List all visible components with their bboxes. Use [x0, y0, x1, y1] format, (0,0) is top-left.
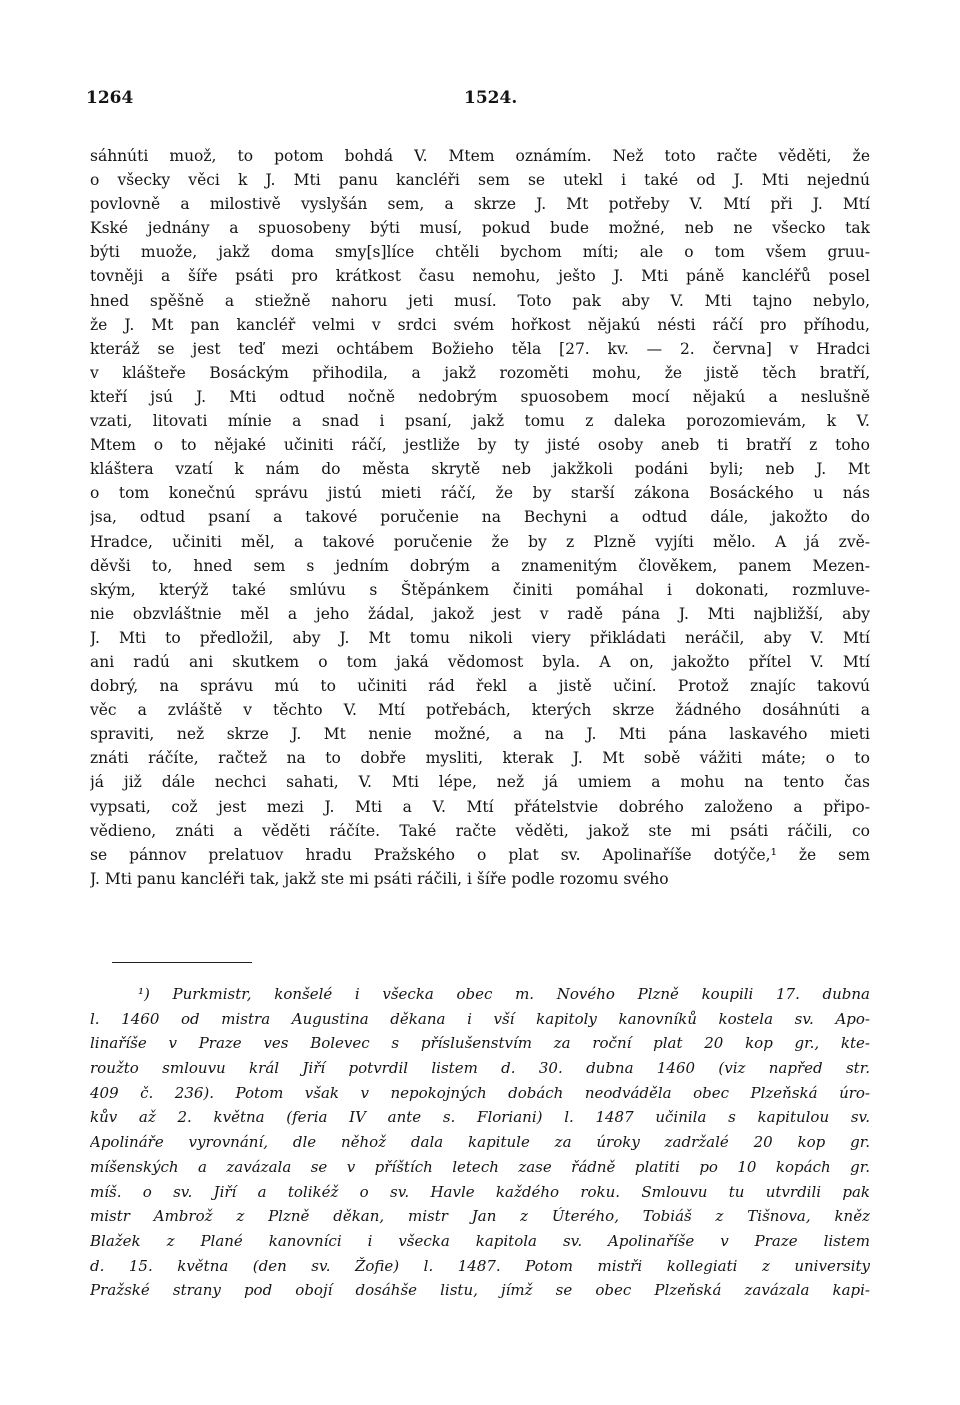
- running-head-year: 1524.: [464, 88, 518, 108]
- text-line: děvši to, hned sem s jedním dobrým a znamenitým člověkem, panem Mezen-: [90, 556, 870, 575]
- footnote-line: ¹) Purkmistr, konšelé i všecka obec m. Nového Plzně koupili 17. dubna: [138, 985, 870, 1003]
- text-line: kteří jsú J. Mti odtud nočně nedobrým spuosobem mocí nějakú a neslušně: [90, 387, 870, 406]
- footnote-line: Apolináře vyrovnání, dle něhož dala kapitule za úroky zadržalé 20 kop gr.: [90, 1133, 870, 1152]
- text-line: kláštera vzatí k nám do města skrytě neb jakžkoli podáni byli; neb J. Mt: [90, 460, 870, 479]
- footnote-line: d. 15. května (den sv. Žofie) l. 1487. Potom mistři kollegiati z university: [90, 1256, 870, 1275]
- text-line: ským, kterýž také smlúvu s Štěpánkem činiti pomáhal i dokonati, rozmluve-: [90, 580, 870, 599]
- footnote-line: 409 č. 236). Potom však v nepokojných dobách neodváděla obec Plzeňská úro-: [90, 1083, 870, 1102]
- text-line: o tom konečnú správu jistú mieti ráčí, že by starší zákona Bosáckého u nás: [90, 484, 870, 503]
- page-header: [86, 88, 876, 112]
- footnote-line: kův až 2. května (feria IV ante s. Floriani) l. 1487 učinila s kapitulou sv.: [90, 1108, 870, 1127]
- page-number: 1264: [86, 88, 134, 108]
- text-line: vědieno, znáti a věděti ráčíte. Také račte věděti, jakož ste mi psáti ráčili, co: [90, 821, 870, 840]
- text-line: o všecky věci k J. Mti panu kancléři sem se utekl i také od J. Mti nejednú: [90, 171, 870, 190]
- text-line: J. Mti to předložil, aby J. Mt tomu nikoli viery přikládati neráčil, aby V. Mtí: [90, 628, 870, 647]
- text-line: tovněji a šíře psáti pro krátkost času nemohu, ješto J. Mti páně kancléřů posel: [90, 267, 870, 286]
- main-text: [90, 144, 870, 891]
- footnote-line: l. 1460 od mistra Augustina děkana i vší kapitoly kanovníků kostela sv. Apo-: [90, 1009, 870, 1028]
- text-line: spraviti, než skrze J. Mt nenie možné, a na J. Mti pána laskavého mieti: [90, 725, 870, 744]
- text-line: nie obzvláštnie měl a jeho žádal, jakož jest v radě pána J. Mti najbližší, aby: [90, 604, 870, 623]
- text-line: vypsati, což jest mezi J. Mti a V. Mtí přátelstvie dobrého založeno a připo-: [90, 797, 870, 816]
- footnotes: [90, 982, 870, 1303]
- text-line: Hradce, učiniti měl, a takové poručenie že by z Plzně vyjíti mělo. A já zvě-: [90, 532, 870, 551]
- text-line: vzati, litovati mínie a snad i psaní, jakž tomu z daleka porozomievám, k V.: [90, 412, 870, 431]
- text-line: ani radú ani skutkem o tom jaká vědomost byla. A on, jakožto přítel V. Mtí: [90, 652, 870, 671]
- text-line: Kské jednány a spuosobeny býti musí, pokud bude možné, neb ne všecko tak: [90, 219, 870, 238]
- text-line: Mtem o to nějaké učiniti ráčí, jestliže by ty jisté osoby aneb ti bratří z toho: [90, 436, 870, 455]
- text-line: sáhnúti muož, to potom bohdá V. Mtem oznámím. Než toto račte věděti, že: [90, 147, 870, 165]
- footnote-line: roužto smlouvu král Jiří potvrdil listem d. 30. dubna 1460 (viz napřed str.: [90, 1059, 870, 1078]
- text-line: jsa, odtud psaní a takové poručenie na Bechyni a odtud dále, jakožto do: [90, 508, 870, 527]
- text-line: věc a zvláště v těchto V. Mtí potřebách, kterých skrze žádného dosáhnúti a: [90, 701, 870, 720]
- text-line: J. Mti panu kancléři tak, jakž ste mi psáti ráčili, i šíře podle rozomu svého: [90, 869, 669, 888]
- text-line: hned spěšně a stiežně nahoru jeti musí. Toto pak aby V. Mti tajno nebylo,: [90, 291, 870, 310]
- text-line: v klášteře Bosáckým přihodila, a jakž rozoměti mohu, že jistě těch bratří,: [90, 363, 870, 382]
- text-line: povlovně a milostivě vyslyšán sem, a skrze J. Mt potřeby V. Mtí při J. Mtí: [90, 195, 870, 214]
- footnote-line: Blažek z Plané kanovníci i všecka kapitola sv. Apolinaříše v Praze listem: [90, 1231, 870, 1250]
- text-line: že J. Mt pan kancléř velmi v srdci svém hořkost nějakú nésti ráčí pro příhodu,: [90, 315, 870, 334]
- text-line: se pánnov prelatuov hradu Pražského o plat sv. Apolinaříše dotýče,¹ že sem: [90, 845, 870, 864]
- footnote-line: Pražské strany pod obojí dosáhše listu, jímž se obec Plzeňská zavázala kapi-: [90, 1281, 870, 1300]
- footnote-line: míšenských a zavázala se v příštích letech zase řádně platiti po 10 kopách gr.: [90, 1157, 870, 1176]
- text-line: kteráž se jest teď mezi ochtábem Božieho těla [27. kv. — 2. června] v Hradci: [90, 339, 870, 358]
- text-line: já již dále nechci sahati, V. Mti lépe, než já umiem a mohu na tento čas: [90, 773, 870, 792]
- footnote-line: míš. o sv. Jiří a tolikéž o sv. Havle každého roku. Smlouvu tu utvrdili pak: [90, 1182, 870, 1201]
- footnote-line: linaříše v Praze ves Bolevec s příslušenstvím za roční plat 20 kop gr., kte-: [90, 1034, 870, 1053]
- text-line: dobrý, na správu mú to učiniti rád řekl a jistě učiní. Protož znajíc takovú: [90, 677, 870, 696]
- text-line: býti muože, jakž doma smy[s]líce chtěli bychom míti; ale o tom všem gruu-: [90, 243, 870, 262]
- footnote-separator: [112, 962, 252, 963]
- text-line: znáti ráčíte, račtež na to dobře mysliti, kterak J. Mt sobě vážiti máte; o to: [90, 749, 870, 768]
- footnote-line: mistr Ambrož z Plzně děkan, mistr Jan z Úterého, Tobiáš z Tišnova, kněz: [90, 1207, 870, 1226]
